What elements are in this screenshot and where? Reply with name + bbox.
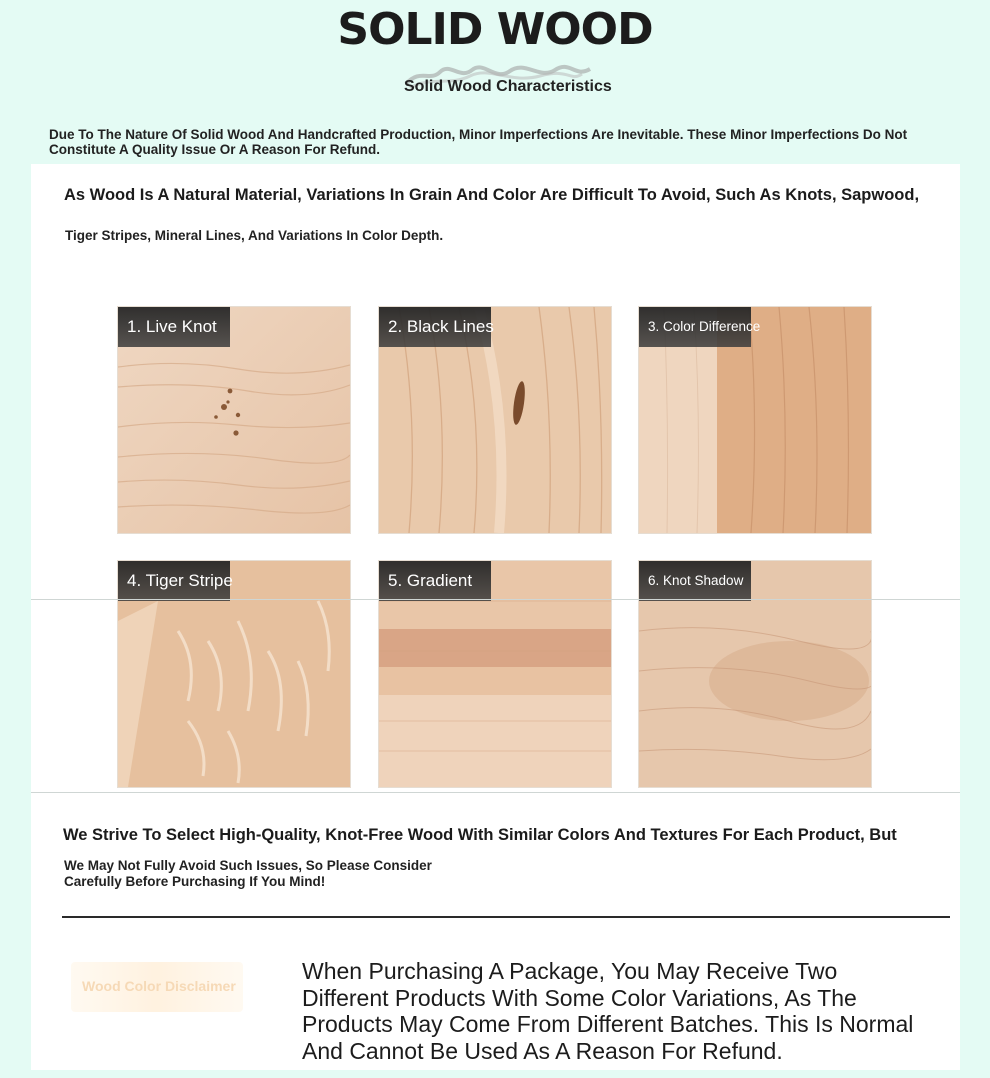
intro-text: Due To The Nature Of Solid Wood And Handcrafted Production, Minor Imperfections Are Inevitable. These Minor Imperfections Do Not Constitute A Quality Issue Or A Reason For Refund. [49,127,908,157]
wood-sample-gradient [379,561,611,787]
variation-text-line1: As Wood Is A Natural Material, Variations In Grain And Color Are Difficult To Avoid, Such As Knots, Sapwood, [64,186,920,204]
tile-label: 3. Color Difference [639,307,751,347]
tile-label: 4. Tiger Stripe [118,561,230,601]
page-subtitle: Solid Wood Characteristics [404,78,612,95]
tile-label: 1. Live Knot [118,307,230,347]
tile-label: 6. Knot Shadow [639,561,751,601]
wood-sample-knot-shadow [639,561,871,787]
tile-label: 2. Black Lines [379,307,491,347]
quality-note-line2: We May Not Fully Avoid Such Issues, So Please Consider Carefully Before Purchasing If You Mind! [64,858,432,889]
package-note: When Purchasing A Package, You May Receive Two Different Products With Some Color Variations, As The Products May Come From Different Batches. This Is Normal And Cannot Be Used As A Reason For Refund. [302,958,914,1064]
subtitle-block [400,62,615,100]
page-title: SOLID WOOD [337,4,653,55]
content-panel [31,164,960,1070]
faint-line [31,792,960,793]
section-divider [62,916,950,918]
wood-sample-live-knot [118,307,350,533]
variation-text-line2: Tiger Stripes, Mineral Lines, And Variations In Color Depth. [65,228,444,243]
wood-sample-tiger-stripe [118,561,350,787]
disclaimer-label: Wood Color Disclaimer [82,978,236,994]
quality-note-line1: We Strive To Select High-Quality, Knot-Free Wood With Similar Colors And Textures For Each Product, But [63,826,897,844]
wood-sample-color-difference [639,307,871,533]
wood-sample-black-lines [379,307,611,533]
faint-line [31,599,960,600]
tile-label: 5. Gradient [379,561,491,601]
